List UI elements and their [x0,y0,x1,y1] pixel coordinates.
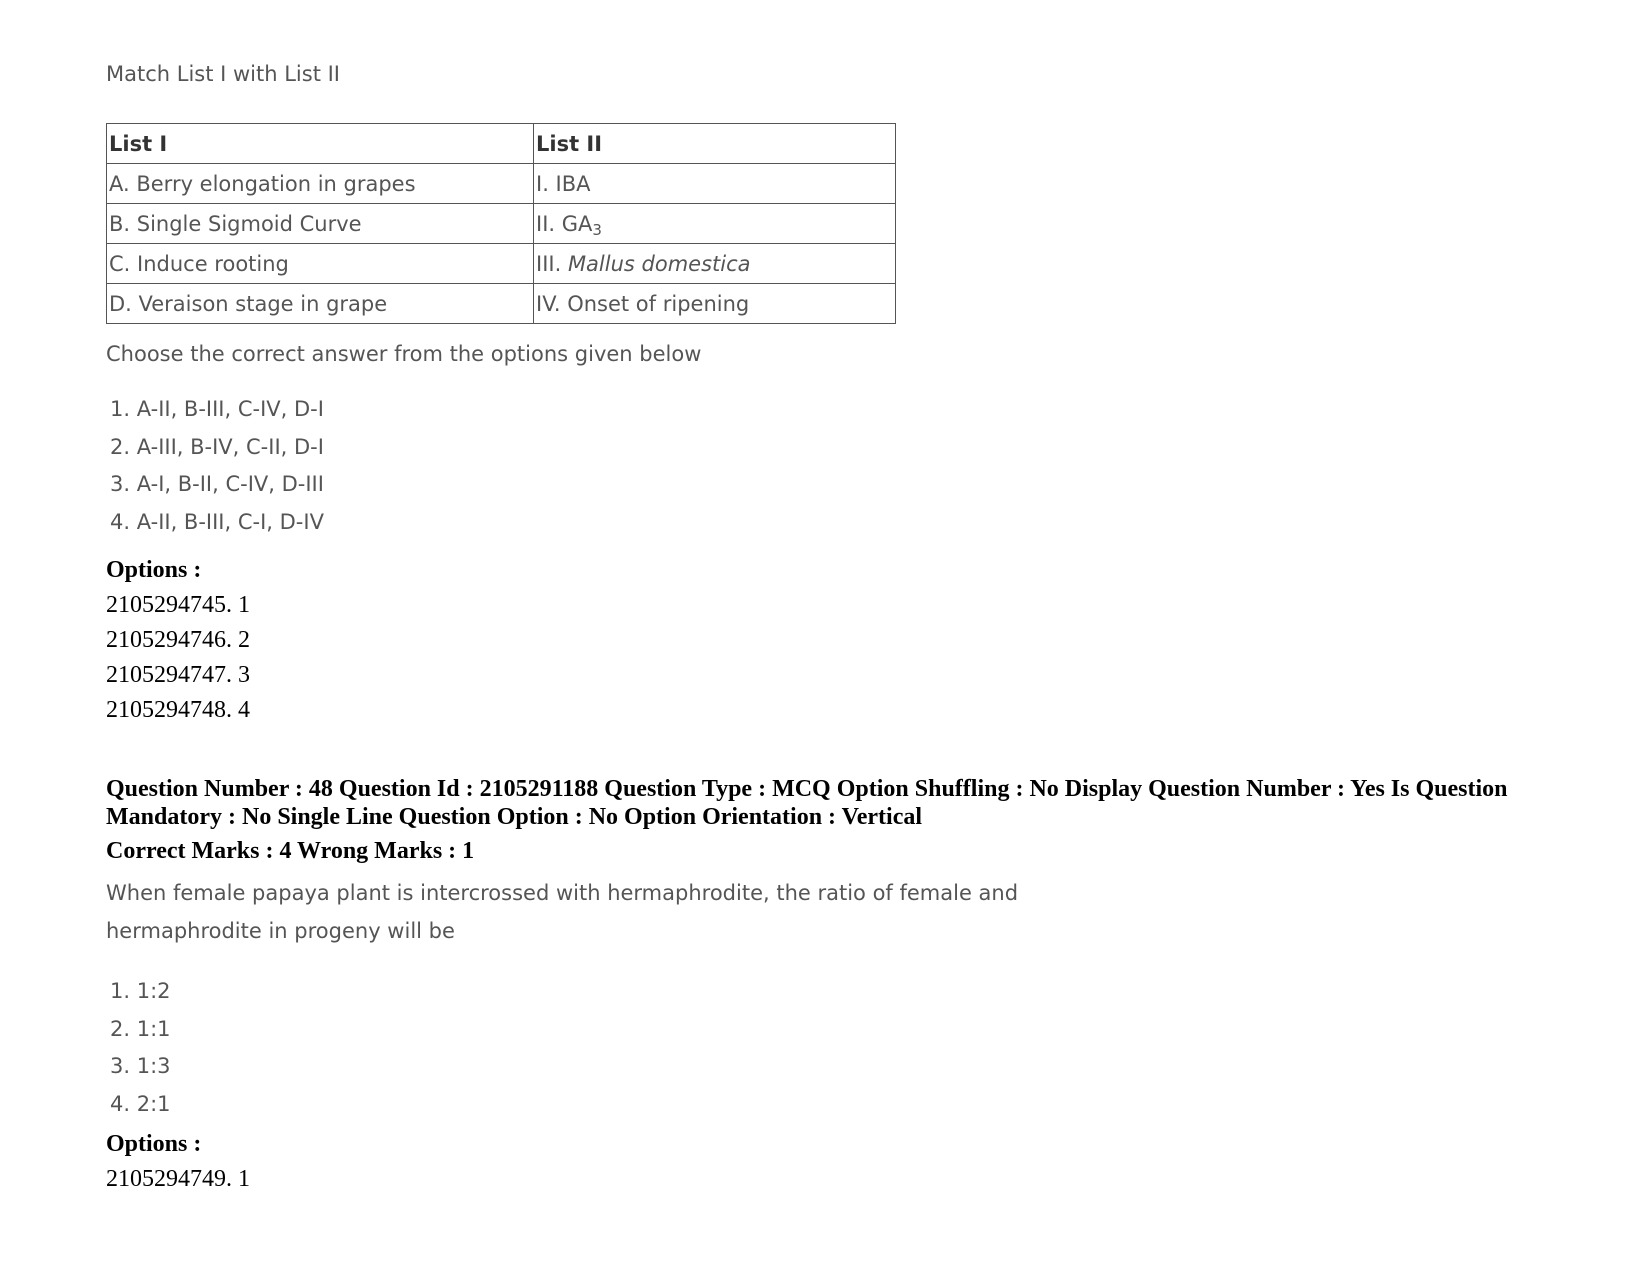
cell-text: II. GA [536,211,593,236]
table-row [107,244,896,284]
table-row [107,164,896,204]
table-row [107,284,896,324]
table-row [107,204,896,244]
subscript: 3 [592,220,602,239]
cell-text: III. [536,251,568,276]
match-table [106,123,896,324]
answer-choices [110,973,171,1123]
list-item: 1. A-II, B-III, C-IV, D-I [110,397,324,421]
option-row: 2105294746. 2 [106,627,250,653]
table-header-list-1: List I [107,124,534,164]
table-header-row [107,124,896,164]
list-item: 2. 1:1 [110,1016,171,1041]
list-item: 3. 1:3 [110,1054,171,1079]
table-cell-list-1: B. Single Sigmoid Curve [107,204,534,244]
table-cell-list-1: D. Veraison stage in grape [107,284,534,324]
italic-species-name: Mallus domestica [567,251,751,276]
table-cell-list-1: C. Induce rooting [107,244,534,284]
options-label: Options : [106,1131,202,1157]
options-label: Options : [106,557,202,583]
options-block [106,553,250,728]
table-cell-list-2: I. IBA [534,164,896,204]
option-row: 2105294745. 1 [106,592,250,618]
table-cell-list-1: A. Berry elongation in grapes [107,164,534,204]
table-header-list-2: List II [534,124,896,164]
list-item: 2. A-III, B-IV, C-II, D-I [110,434,324,459]
list-item: 3. A-I, B-II, C-IV, D-III [110,472,324,497]
choose-instruction: Choose the correct answer from the options given below [106,342,702,366]
option-row: 2105294747. 3 [106,662,250,688]
options-block [106,1127,250,1197]
question-text: When female papaya plant is intercrossed with hermaphrodite, the ratio of female and hermaphrodite in progeny will be [106,881,1019,943]
answer-choices [110,391,324,541]
table-cell-list-2 [534,244,896,284]
option-row: 2105294748. 4 [106,697,250,723]
question-metadata: Question Number : 48 Question Id : 2105291188 Question Type : MCQ Option Shuffling : No Display Question Number : Yes Is Question Mandatory : No Single Line Question Option : No Option Orientation : Vertical [106,776,1508,830]
option-row: 2105294749. 1 [106,1166,250,1192]
list-item: 4. A-II, B-III, C-I, D-IV [110,509,324,534]
question-intro: Match List I with List II [106,62,341,86]
table-cell-list-2 [534,204,896,244]
list-item: 4. 2:1 [110,1091,171,1116]
marks-info: Correct Marks : 4 Wrong Marks : 1 [106,838,475,864]
list-item: 1. 1:2 [110,979,171,1003]
table-cell-list-2: IV. Onset of ripening [534,284,896,324]
